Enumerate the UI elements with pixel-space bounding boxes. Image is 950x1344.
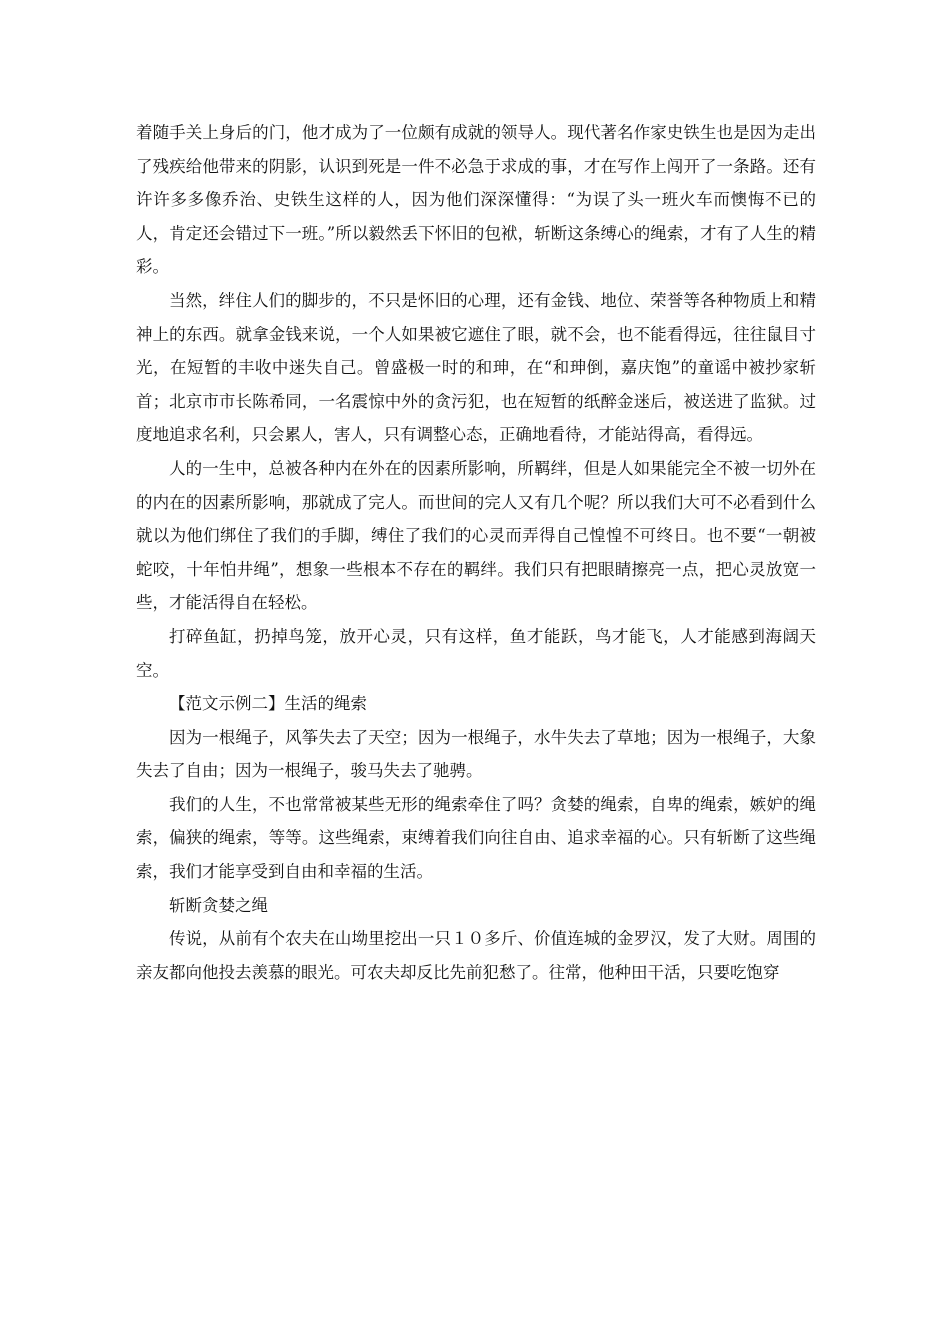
paragraph-conclusion: 打碎鱼缸，扔掉鸟笼，放开心灵，只有这样，鱼才能跃，鸟才能飞，人才能感到海阔天空。 (136, 626, 816, 680)
paragraph-invisible-ropes: 我们的人生，不也常常被某些无形的绳索牵住了吗？贪婪的绳索，自卑的绳索，嫉妒的绳索，偏狭的绳索，等等。这些绳索，束缚着我们向往自由、追求幸福的心。只有斩断了这些绳索，我们才能享受到自由和幸福的生活。 (136, 794, 816, 882)
paragraph-inner-outer-factors: 人的一生中，总被各种内在外在的因素所影响，所羁绊，但是人如果能完全不被一切外在的内在的因素所影响，那就成了完人。而世间的完人又有几个呢？所以我们大可不必看到什么就以为他们绑住了我们的手脚，缚住了我们的心灵而弄得自己惶惶不可终日。也不要“一朝被蛇咬，十年怕井绳”，想象一些根本不存在的羁绊。我们只有把眼睛擦亮一点，把心灵放宽一些，才能活得自在轻松。 (136, 458, 816, 613)
document-page (136, 116, 816, 989)
paragraph-continuation: 着随手关上身后的门，他才成为了一位颇有成就的领导人。现代著名作家史铁生也是因为走出了残疾给他带来的阴影，认识到死是一件不必急于求成的事，才在写作上闯开了一条路。还有许许多多像乔治、史铁生这样的人，因为他们深深懂得：“为误了头一班火车而懊悔不已的人，肯定还会错过下一班。”所以毅然丢下怀旧的包袱，斩断这条缚心的绳索，才有了人生的精彩。 (136, 123, 816, 277)
paragraph-material-desires: 当然，绊住人们的脚步的，不只是怀旧的心理，还有金钱、地位、荣誉等各种物质上和精神上的东西。就拿金钱来说，一个人如果被它遮住了眼，就不会，也不能看得远，往往鼠目寸光，在短暂的丰收中迷失自己。曾盛极一时的和珅，在“和珅倒，嘉庆饱”的童谣中被抄家斩首；北京市市长陈希同，一名震惊中外的贪污犯，也在短暂的纸醉金迷后，被送进了监狱。过度地追求名利，只会累人，害人，只有调整心态，正确地看待，才能站得高，看得远。 (136, 290, 816, 445)
paragraph-farmer-legend: 传说，从前有个农夫在山坳里挖出一只１０多斤、价值连城的金罗汉，发了大财。周围的亲友都向他投去羡慕的眼光。可农夫却反比先前犯愁了。往常，他种田干活，只要吃饱穿 (136, 929, 816, 982)
subheading: 斩断贪婪之绳 (169, 895, 268, 915)
section-heading: 【范文示例二】生活的绳索 (169, 694, 367, 714)
paragraph-rope-intro: 因为一根绳子，风筝失去了天空；因为一根绳子，水牛失去了草地；因为一根绳子，大象失去了自由；因为一根绳子，骏马失去了驰骋。 (136, 727, 816, 781)
